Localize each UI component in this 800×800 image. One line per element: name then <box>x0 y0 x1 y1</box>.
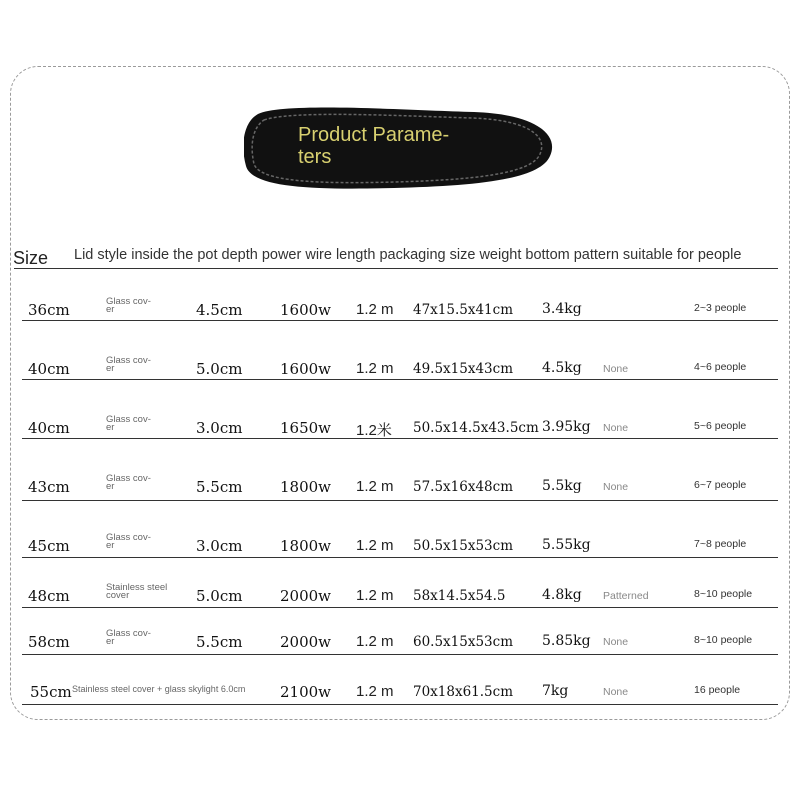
row-divider <box>22 500 778 501</box>
cell-power: 1600w <box>280 360 332 378</box>
cell-people: 8~10 people <box>694 634 753 646</box>
cell-power: 1800w <box>280 537 332 555</box>
cell-size: 45cm <box>28 537 70 555</box>
cell-power: 1800w <box>280 478 332 496</box>
cell-depth: 5.5cm <box>196 478 243 496</box>
table-row <box>0 472 800 522</box>
cell-size: 58cm <box>28 633 70 651</box>
cell-weight: 4.8kg <box>542 587 582 603</box>
row-divider <box>22 557 778 558</box>
table-row <box>0 677 800 727</box>
cell-power: 2000w <box>280 587 332 605</box>
cell-weight: 4.5kg <box>542 360 582 376</box>
cell-wire: 1.2 m <box>356 683 394 700</box>
cell-lid <box>106 584 167 600</box>
row-divider <box>22 704 778 705</box>
lid-text-line: Glass cov- <box>106 296 151 307</box>
row-divider <box>22 607 778 608</box>
table-row <box>0 354 800 404</box>
lid-text-line: er <box>106 422 115 433</box>
cell-wire: 1.2 m <box>356 537 394 554</box>
cell-pattern: None <box>603 636 629 648</box>
header-size-label: Size <box>13 248 49 268</box>
cell-lid <box>106 534 151 550</box>
lid-text-line: er <box>106 540 115 551</box>
lid-text-line: Glass cov- <box>106 473 151 484</box>
cell-packaging: 58x14.5x54.5 <box>413 588 506 604</box>
cell-pattern: Patterned <box>603 590 649 602</box>
lid-text-line: Glass cov- <box>106 628 151 639</box>
cell-lid <box>106 357 151 373</box>
cell-size: 40cm <box>28 419 70 437</box>
table-row <box>0 413 800 463</box>
cell-packaging: 57.5x16x48cm <box>413 479 514 495</box>
cell-weight: 7kg <box>542 683 569 699</box>
cell-people: 5~6 people <box>694 420 747 432</box>
cell-weight: 5.85kg <box>542 633 591 649</box>
cell-weight: 3.95kg <box>542 419 591 435</box>
cell-power: 1650w <box>280 419 332 437</box>
lid-text-line: cover <box>106 590 130 601</box>
cell-weight: 5.55kg <box>542 537 591 553</box>
cell-lid <box>72 685 245 693</box>
cell-people: 8~10 people <box>694 588 753 600</box>
cell-pattern: None <box>603 686 629 698</box>
cell-people: 7~8 people <box>694 538 747 550</box>
cell-packaging: 47x15.5x41cm <box>413 302 514 318</box>
lid-text-line: er <box>106 363 115 374</box>
cell-lid <box>106 630 151 646</box>
cell-size: 36cm <box>28 301 70 319</box>
lid-text-line: er <box>106 636 115 647</box>
header-divider <box>14 268 778 269</box>
lid-text-line: er <box>106 481 115 492</box>
cell-packaging: 70x18x61.5cm <box>413 684 514 700</box>
cell-packaging: 50.5x14.5x43.5cm <box>413 420 539 436</box>
page-title <box>298 124 498 168</box>
cell-wire: 1.2米 <box>356 422 392 439</box>
page-title-line-1: Product Parame- <box>298 124 450 146</box>
cell-people: 6~7 people <box>694 479 747 491</box>
cell-packaging: 49.5x15x43cm <box>413 361 514 377</box>
row-divider <box>22 654 778 655</box>
lid-text-line: er <box>106 304 115 315</box>
cell-lid <box>106 416 151 432</box>
cell-wire: 1.2 m <box>356 301 394 318</box>
cell-packaging: 50.5x15x53cm <box>413 538 514 554</box>
header-columns: Lid style inside the pot depth power wire length packaging size weight bottom pattern suitable for people <box>74 247 742 263</box>
table-row <box>0 531 800 581</box>
cell-lid <box>106 475 151 491</box>
cell-weight: 5.5kg <box>542 478 582 494</box>
cell-lid <box>106 298 151 314</box>
cell-depth: 3.0cm <box>196 537 243 555</box>
cell-power: 2100w <box>280 683 332 701</box>
lid-text-line: Stainless steel cover + glass skylight 6.0cm <box>72 684 246 694</box>
cell-pattern: None <box>603 422 629 434</box>
cell-packaging: 60.5x15x53cm <box>413 634 514 650</box>
lid-text-line: Glass cov- <box>106 355 151 366</box>
lid-text-line: Glass cov- <box>106 414 151 425</box>
table-row <box>0 627 800 677</box>
cell-size: 55cm <box>30 683 72 701</box>
lid-text-line: Glass cov- <box>106 532 151 543</box>
page-title-line-2: ters <box>298 146 332 168</box>
cell-wire: 1.2 m <box>356 360 394 377</box>
cell-pattern: None <box>603 481 629 493</box>
table-row <box>0 581 800 631</box>
lid-text-line: Stainless steel <box>106 582 168 593</box>
cell-people: 4~6 people <box>694 361 747 373</box>
cell-wire: 1.2 m <box>356 478 394 495</box>
row-divider <box>22 438 778 439</box>
cell-people: 16 people <box>694 684 741 696</box>
cell-size: 40cm <box>28 360 70 378</box>
title-badge <box>244 104 554 190</box>
cell-wire: 1.2 m <box>356 587 394 604</box>
cell-size: 43cm <box>28 478 70 496</box>
cell-depth: 3.0cm <box>196 419 243 437</box>
cell-pattern: None <box>603 363 629 375</box>
cell-depth: 5.5cm <box>196 633 243 651</box>
cell-weight: 3.4kg <box>542 301 582 317</box>
row-divider <box>22 379 778 380</box>
cell-people: 2~3 people <box>694 302 747 314</box>
cell-depth: 4.5cm <box>196 301 243 319</box>
cell-power: 2000w <box>280 633 332 651</box>
cell-wire: 1.2 m <box>356 633 394 650</box>
table-row <box>0 295 800 345</box>
cell-power: 1600w <box>280 301 332 319</box>
cell-size: 48cm <box>28 587 70 605</box>
row-divider <box>22 320 778 321</box>
cell-depth: 5.0cm <box>196 587 243 605</box>
cell-depth: 5.0cm <box>196 360 243 378</box>
